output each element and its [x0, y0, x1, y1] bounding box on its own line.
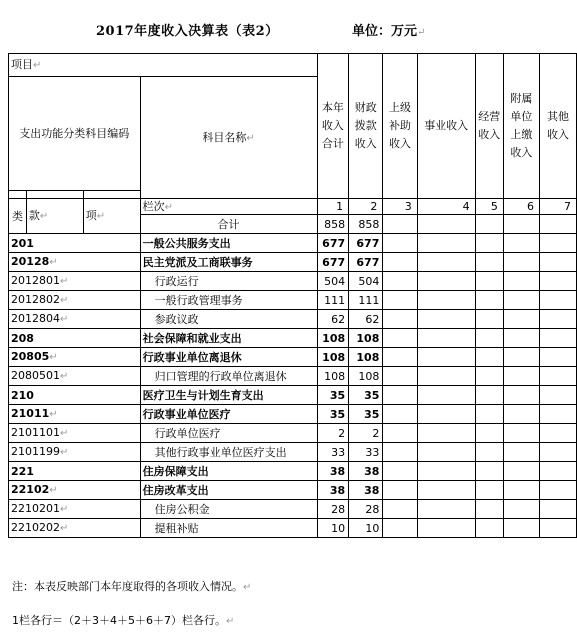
finance-income-cell: 28: [349, 500, 383, 519]
code-cell: 210: [9, 386, 141, 405]
header-operation-income: 经营收入: [475, 54, 503, 199]
empty-cell: [503, 234, 539, 253]
note-line-2: 1栏各行＝（2＋3＋4＋5＋6＋7）栏各行。↵: [12, 614, 235, 627]
empty-cell: [539, 367, 576, 386]
total-income-cell: 35: [317, 386, 349, 405]
empty-cell: [475, 443, 503, 462]
table-row: [9, 253, 577, 272]
empty-cell: [539, 500, 576, 519]
empty-cell: [503, 367, 539, 386]
total-income-cell: 10: [317, 519, 349, 538]
empty-cell: [417, 310, 475, 329]
code-cell: 2101199↵: [9, 443, 141, 462]
empty-cell: [417, 348, 475, 367]
empty-cell: [417, 272, 475, 291]
subject-name-cell: 其他行政事业单位医疗支出: [140, 443, 317, 462]
finance-income-cell: 677: [349, 234, 383, 253]
empty-cell: [475, 500, 503, 519]
code-cell: 22102↵: [9, 481, 141, 500]
colnum-7: 7: [539, 199, 576, 215]
empty-cell: [503, 443, 539, 462]
empty-cell: [383, 329, 417, 348]
empty-cell: [539, 424, 576, 443]
subject-name-cell: 行政运行: [140, 272, 317, 291]
table-row: [9, 367, 577, 386]
empty-cell: [503, 462, 539, 481]
empty-cell: [417, 386, 475, 405]
subject-name-cell: 一般行政管理事务: [140, 291, 317, 310]
empty-cell: [539, 462, 576, 481]
empty-cell: [417, 405, 475, 424]
code-cell: 208: [9, 329, 141, 348]
code-cell: 2101101↵: [9, 424, 141, 443]
empty-cell: [539, 348, 576, 367]
empty-cell: [417, 253, 475, 272]
empty-cell: [539, 405, 576, 424]
empty-cell: [503, 519, 539, 538]
empty-cell: [383, 234, 417, 253]
finance-income-cell: 108: [349, 329, 383, 348]
subject-name-cell: 行政单位医疗: [140, 424, 317, 443]
code-cell: 2012804↵: [9, 310, 141, 329]
colnum-4: 4: [417, 199, 475, 215]
colnum-3: 3: [383, 199, 417, 215]
header-total-income: 本年收入合计: [317, 54, 349, 199]
empty-cell: [503, 424, 539, 443]
empty-cell: [503, 481, 539, 500]
subject-name-header: 科目名称↵: [140, 77, 317, 199]
empty-cell: [503, 291, 539, 310]
empty-cell: [475, 424, 503, 443]
empty-cell: [383, 291, 417, 310]
spacer-xiang: [83, 191, 140, 199]
lanci-label: 栏次↵: [140, 199, 317, 215]
spacer-lei: [9, 191, 27, 199]
finance-income-cell: 677: [349, 253, 383, 272]
code-cell: 2080501↵: [9, 367, 141, 386]
table-row: [9, 424, 577, 443]
finance-income-cell: 33: [349, 443, 383, 462]
finance-income-cell: 111: [349, 291, 383, 310]
empty-cell: [417, 234, 475, 253]
total-income-cell: 108: [317, 348, 349, 367]
table-row: [9, 291, 577, 310]
total-income-cell: 38: [317, 462, 349, 481]
code-cell: 2012802↵: [9, 291, 141, 310]
empty-cell: [475, 519, 503, 538]
empty-cell: [383, 253, 417, 272]
total-income-cell: 62: [317, 310, 349, 329]
empty-cell: [503, 329, 539, 348]
empty-cell: [539, 519, 576, 538]
empty-cell: [383, 405, 417, 424]
project-header: 项目↵: [9, 54, 318, 77]
colnum-2: 2: [349, 199, 383, 215]
subject-name-cell: 医疗卫生与计划生育支出: [140, 386, 317, 405]
empty-cell: [383, 386, 417, 405]
code-cell: 2210202↵: [9, 519, 141, 538]
code-cell: 201: [9, 234, 141, 253]
empty-cell: [417, 462, 475, 481]
colnum-6: 6: [503, 199, 539, 215]
empty-cell: [539, 310, 576, 329]
finance-income-cell: 10: [349, 519, 383, 538]
empty-cell: [503, 405, 539, 424]
empty-cell: [503, 500, 539, 519]
total-income-cell: 108: [317, 367, 349, 386]
paragraph-mark: ↵: [417, 27, 426, 38]
empty-cell: [475, 310, 503, 329]
total-income-cell: 35: [317, 405, 349, 424]
kuan-header: 款↵: [26, 199, 83, 234]
total-income-cell: 33: [317, 443, 349, 462]
empty-cell: [417, 519, 475, 538]
empty-cell: [475, 481, 503, 500]
header-finance-income: 财政拨款收入: [349, 54, 383, 199]
table-row: [9, 500, 577, 519]
finance-income-cell: 35: [349, 405, 383, 424]
empty-cell: [417, 291, 475, 310]
header-superior-subsidy: 上级补助收入: [383, 54, 417, 199]
empty-cell: [417, 424, 475, 443]
finance-income-cell: 108: [349, 367, 383, 386]
empty-cell: [503, 310, 539, 329]
total-col2: 858: [349, 215, 383, 234]
lei-header: 类: [9, 199, 27, 234]
unit-label: 单位：万元↵: [352, 24, 426, 39]
empty-cell: [475, 367, 503, 386]
subject-name-cell: 参政议政: [140, 310, 317, 329]
subject-name-cell: 行政事业单位离退休: [140, 348, 317, 367]
empty-cell: [417, 500, 475, 519]
total-col1: 858: [317, 215, 349, 234]
empty-cell: [383, 462, 417, 481]
empty-cell: [539, 234, 576, 253]
code-group-header: 支出功能分类科目编码: [9, 77, 141, 191]
table-row: [9, 386, 577, 405]
code-cell: 2012801↵: [9, 272, 141, 291]
table-row: [9, 348, 577, 367]
empty-cell: [539, 443, 576, 462]
empty-cell: [417, 481, 475, 500]
empty-cell: [417, 367, 475, 386]
header-affiliated-income: 附属单位上缴收入: [503, 54, 539, 199]
total-income-cell: 504: [317, 272, 349, 291]
total-income-cell: 677: [317, 253, 349, 272]
code-cell: 221: [9, 462, 141, 481]
empty-cell: [475, 405, 503, 424]
table-row: [9, 481, 577, 500]
subject-name-cell: 住房公积金: [140, 500, 317, 519]
empty-cell: [539, 253, 576, 272]
total-income-cell: 677: [317, 234, 349, 253]
empty-cell: [475, 272, 503, 291]
empty-cell: [383, 272, 417, 291]
empty-cell: [539, 329, 576, 348]
empty-cell: [539, 291, 576, 310]
table-title: 2017年度收入决算表（表2）: [96, 24, 279, 39]
empty-cell: [383, 443, 417, 462]
empty-cell: [503, 348, 539, 367]
table-row: [9, 519, 577, 538]
total-label: 合计: [140, 215, 317, 234]
table-row: [9, 443, 577, 462]
empty-cell: [503, 272, 539, 291]
empty-cell: [417, 443, 475, 462]
note-line-1: 注：本表反映部门本年度取得的各项收入情况。↵: [12, 580, 252, 593]
empty-cell: [539, 386, 576, 405]
empty-cell: [503, 386, 539, 405]
total-income-cell: 28: [317, 500, 349, 519]
total-income-cell: 38: [317, 481, 349, 500]
header-other-income: 其他收入: [539, 54, 576, 199]
subject-name-cell: 住房保障支出: [140, 462, 317, 481]
xiang-header: 项↵: [83, 199, 140, 234]
empty-cell: [417, 329, 475, 348]
colnum-5: 5: [475, 199, 503, 215]
finance-income-cell: 38: [349, 481, 383, 500]
table-row: [9, 462, 577, 481]
table-row: [9, 329, 577, 348]
empty-cell: [383, 348, 417, 367]
empty-cell: [383, 519, 417, 538]
empty-cell: [475, 462, 503, 481]
spacer-kuan: [26, 191, 83, 199]
subject-name-cell: 民主党派及工商联事务: [140, 253, 317, 272]
code-cell: 20128↵: [9, 253, 141, 272]
empty-cell: [475, 348, 503, 367]
empty-cell: [503, 253, 539, 272]
code-cell: 2210201↵: [9, 500, 141, 519]
subject-name-cell: 提租补贴: [140, 519, 317, 538]
income-table: [8, 53, 577, 538]
header-business-income: 事业收入: [417, 54, 475, 199]
empty-cell: [475, 291, 503, 310]
empty-cell: [383, 481, 417, 500]
table-row: [9, 272, 577, 291]
finance-income-cell: 2: [349, 424, 383, 443]
table-row: [9, 405, 577, 424]
total-income-cell: 111: [317, 291, 349, 310]
empty-cell: [475, 253, 503, 272]
finance-income-cell: 38: [349, 462, 383, 481]
empty-cell: [383, 424, 417, 443]
total-income-cell: 108: [317, 329, 349, 348]
empty-cell: [475, 234, 503, 253]
empty-cell: [475, 386, 503, 405]
empty-cell: [539, 481, 576, 500]
subject-name-cell: 社会保障和就业支出: [140, 329, 317, 348]
empty-cell: [475, 329, 503, 348]
empty-cell: [383, 367, 417, 386]
colnum-1: 1: [317, 199, 349, 215]
empty-cell: [383, 310, 417, 329]
subject-name-cell: 住房改革支出: [140, 481, 317, 500]
finance-income-cell: 35: [349, 386, 383, 405]
finance-income-cell: 62: [349, 310, 383, 329]
table-row: [9, 310, 577, 329]
subject-name-cell: 一般公共服务支出: [140, 234, 317, 253]
code-cell: 21011↵: [9, 405, 141, 424]
table-row: [9, 234, 577, 253]
finance-income-cell: 504: [349, 272, 383, 291]
subject-name-cell: 归口管理的行政单位离退休: [140, 367, 317, 386]
empty-cell: [539, 272, 576, 291]
subject-name-cell: 行政事业单位医疗: [140, 405, 317, 424]
finance-income-cell: 108: [349, 348, 383, 367]
empty-cell: [383, 500, 417, 519]
total-income-cell: 2: [317, 424, 349, 443]
code-cell: 20805↵: [9, 348, 141, 367]
